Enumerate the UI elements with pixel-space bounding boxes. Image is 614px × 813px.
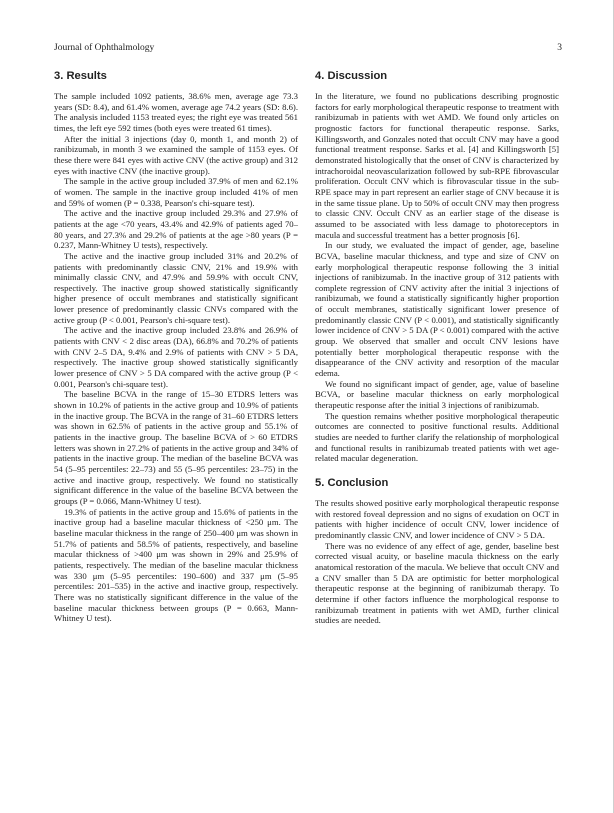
discussion-paragraph: In the literature, we found no publications describing prognostic factors for early morphological therapeutic response to treatment with ranibizumab in patients with wet AMD. We found only articles on prognostic factors for functional therapeutic response. Sarks, Killingsworth, and Gonzales noted that occult CNV may have a good functional treatment response. Sarks et al. [4] and Killingsworth [5] demonstrated histologically that the onset of CNV is characterized by intrachoroidal neovascularization followed by sub-RPE fibrovascular proliferation. Occult CNV which is fibrovascular tissue in the sub-RPE space may in part represent an earlier stage of CNV because it is in the same tissue plane. Up to 50% of occult CNV may then progress to classic CNV. Occult CNV as an earlier stage of the disease is assumed to be associated with less damage to photoreceptors in macula and successful treatment has a better prognosis [6]. — [315, 91, 559, 240]
discussion-paragraph: We found no significant impact of gender, age, value of baseline BCVA, or baseline macular thickness on early morphological therapeutic response after the initial 3 injections of ranibizumab. — [315, 378, 559, 411]
journal-name: Journal of Ophthalmology — [54, 43, 155, 53]
discussion-heading: 4. Discussion — [315, 70, 388, 82]
page-number: 3 — [557, 43, 562, 53]
section-spacer — [315, 464, 559, 477]
running-header — [54, 43, 562, 53]
conclusion-heading: 5. Conclusion — [315, 476, 389, 489]
discussion-paragraph: The question remains whether positive morphological therapeutic outcomes are connected to positive functional results. Additional studies are needed to further clarify the relationship of morphological and functional results in ranibizumab treated patients with wet age-related macular degeneration. — [315, 410, 559, 464]
results-paragraph: The baseline BCVA in the range of 15–30 ETDRS letters was shown in 10.2% of patients in the active group and 10.9% of patients in the inactive group. The BCVA in the range of 31–60 ETDRS letters was shown in 62.5% of patients in the active group and 55.1% of patients in the inactive group. The baseline BCVA of > 60 ETDRS letters was shown in 27.2% of patients in the active group and 34% of patients in the inactive group. The median of the baseline BCVA was 54 (5–95 percentiles: 22–73) and 55 (5–95 percentiles: 23–75) in the active and inactive group, respectively. We found no statistically significant difference in the value of the baseline BCVA between the groups (P = 0.066, Mann-Whitney U test). — [54, 389, 298, 506]
results-paragraph: The sample in the active group included 37.9% of men and 62.1% of women. The sample in the inactive group included 41% of men and 59% of women (P = 0.338, Pearson's chi-square test). — [54, 176, 298, 208]
right-column — [315, 70, 559, 626]
results-paragraph: The active and the inactive group included 29.3% and 27.9% of patients at the age <70 years, 43.4% and 42.9% of patients aged 70–80 years, and 27.3% and 29.2% of patients at the age >80 years (P = 0.237, Mann-Whitney U tests), respectively. — [54, 208, 298, 251]
results-paragraph: The sample included 1092 patients, 38.6% men, average age 73.3 years (SD: 8.4), and 61.4% women, average age 74.2 years (SD: 8.6). The analysis included 1153 treated eyes; the right eye was treated 561 times, the left eye 592 times (both eyes were treated 61 times). — [54, 91, 298, 133]
conclusion-paragraph: The results showed positive early morphological therapeutic response with restored foveal depression and no signs of exudation on OCT in patients with higher incidence of occult CNV, lower incidence of predominantly classic CNV, and lower incidence of CNV > 5 DA. — [315, 497, 559, 540]
results-paragraph: 19.3% of patients in the active group and 15.6% of patients in the inactive group had a baseline macular thickness of <250 μm. The baseline macular thickness in the range of 250–400 μm was shown in 51.7% of patients and 58.5% of patients, respectively, and baseline macular thickness of >400 μm was shown in 29% and 25.9% of patients, respectively. The median of the baseline macular thickness was 330 μm (5–95 percentiles: 190–600) and 337 μm (5–95 percentiles: 201–535) in the active and inactive group, respectively. There was no statistically significant difference in the value of the baseline macular thickness between groups (P = 0.663, Mann-Whitney U test). — [54, 506, 298, 624]
discussion-paragraph: In our study, we evaluated the impact of gender, age, baseline BCVA, baseline macular thickness, and type and size of CNV on early morphological therapeutic response following the 3 initial injections of ranibizumab. In the inactive group of 312 patients with complete regression of CNV activity after the initial 3 injections of ranibizumab, we found a statistically significantly higher proportion of occult membranes, statistically significant lower presence of predominantly classic CNV (P < 0.001), and statistically significantly lower incidence of CNV > 5 DA (P < 0.001) compared with the active group. We observed that smaller and occult CNV lesions have potentially better morphological therapeutic response with the disappearance of the CNV activity and resorption of the macular edema. — [315, 240, 559, 379]
results-paragraph: The active and the inactive group included 31% and 20.2% of patients with predominantly classic CNV, 21% and 19.9% with minimally classic CNV, and 47.9% and 59.9% with occult CNV, respectively. The inactive group showed statistically significantly higher presence of occult membranes and statistically significant lower presence of predominantly classic CNVs compared with the active group (P < 0.001, Pearson's chi-square test). — [54, 250, 298, 325]
left-column — [54, 70, 298, 624]
results-paragraph: After the initial 3 injections (day 0, month 1, and month 2) of ranibizumab, in month 3 we examined the sample of 1153 eyes. Of these there were 841 eyes with active CNV (the active group) and 312 eyes with inactive CNV (the inactive group). — [54, 133, 298, 176]
results-paragraph: The active and the inactive group included 23.8% and 26.9% of patients with CNV < 2 disc areas (DA), 66.8% and 70.2% of patients with CNV 2–5 DA, 9.4% and 2.9% of patients with CNV > 5 DA, respectively. The inactive group showed statistically significantly lower presence of CNV > 5 DA compared with the active group (P < 0.001, Pearson's chi-square test). — [54, 325, 298, 389]
conclusion-paragraph: There was no evidence of any effect of age, gender, baseline best corrected visual acuity, or baseline macula thickness on the early anatomical restoration of the macula. We believe that occult CNV and a CNV smaller than 5 DA are optimistic for better morphological therapeutic response at the beginning of ranibizumab therapy. To determine if other factors influence the morphological response to ranibizumab treatment in patients with wet AMD, further clinical studies are needed. — [315, 540, 559, 626]
results-heading: 3. Results — [54, 70, 107, 82]
